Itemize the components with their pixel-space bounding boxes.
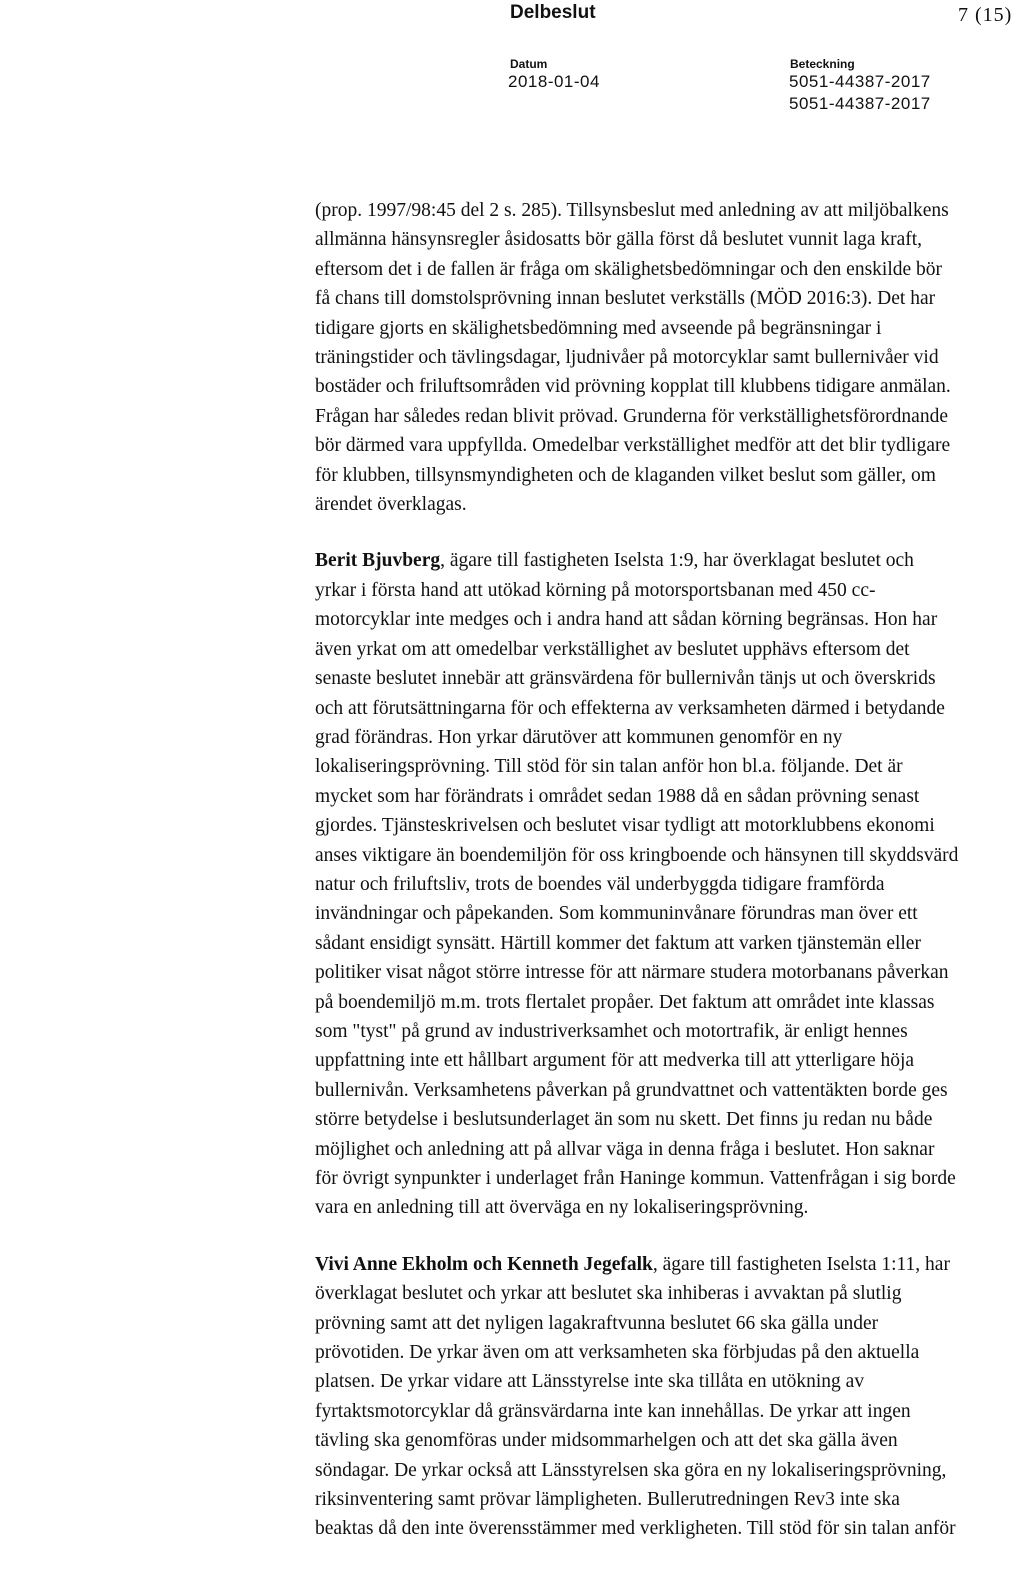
line-text: för klubben, tillsynsmyndigheten och de klaganden vilket beslut som gäller, om [315,464,936,486]
line-text: anses viktigare än boendemiljön för oss kringboende och hänsynen till skyddsvärd [315,844,959,866]
text-line [315,225,923,254]
line-text: fyrtaktsmotorcyklar då gränsvärdarna inte kan innehållas. De yrkar att ingen [315,1400,911,1422]
text-line [315,1309,879,1338]
text-line [315,1017,908,1046]
line-text: prövotiden. De yrkar även om att verksamheten ska förbjudas på den aktuella [315,1342,920,1364]
text-line [315,1485,900,1514]
line-text: och att förutsättningarna för och effekterna av verksamheten därmed i betydande [315,697,945,719]
line-text: motorcyklar inte medges och i andra hand att sådan körning begränsas. Hon har [315,609,938,631]
line-text: tävling ska genomföras under midsommarhelgen och att det ska gälla även [315,1430,898,1452]
text-line [315,576,875,605]
paragraph [315,546,959,1222]
text-line [315,929,921,958]
text-line [315,752,903,781]
reference-label: Beteckning [790,57,855,71]
line-text: platsen. De yrkar vidare att Länsstyrelse inte ska tillåta en utökning av [315,1371,865,1393]
text-line [315,431,951,460]
text-line [315,723,875,752]
text-line [315,1135,935,1164]
text-line [315,1397,911,1426]
text-line [315,196,949,225]
text-line [315,811,935,840]
line-text: Frågan har således redan blivit prövad. Grunderna för verkställighetsförordnande [315,405,948,427]
line-text: allmänna hänsynsregler åsidosatts bör gälla först då beslutet vunnit laga kraft, [315,229,923,251]
line-text: bör därmed vara uppfyllda. Omedelbar verkställighet medför att det blir tydligare [315,435,951,457]
date-label: Datum [510,57,548,71]
document-type: Delbeslut [510,2,596,23]
line-text: bostäder och friluftsområden vid prövning kopplat till klubbens tidigare anmälan. [315,376,951,398]
text-line [315,1338,920,1367]
document-body [315,196,959,1571]
line-text: , ägare till fastigheten Iselsta 1:11, har [652,1253,950,1275]
line-text: vara en anledning till att överväga en ny lokaliseringsprövning. [315,1197,809,1219]
text-line [315,694,945,723]
line-text: överklagat beslutet och yrkar att beslutet ska inhiberas i avvaktan på slutlig [315,1283,902,1305]
text-line [315,841,959,870]
text-line [315,635,910,664]
line-text: beaktas då den inte överensstämmer med verkligheten. Till stöd för sin talan anför [315,1518,956,1540]
text-line [315,1076,948,1105]
line-text: uppfattning inte ett hållbart argument för att medverka till att ytterligare höja [315,1050,915,1072]
text-line [315,958,949,987]
date-value: 2018-01-04 [508,72,600,91]
text-line [315,1279,902,1308]
line-text: på boendemiljö m.m. trots flertalet propåer. Det faktum att området inte klassas [315,991,935,1013]
text-line [315,870,885,899]
line-text: söndagar. De yrkar också att Länsstyrelsen ska göra en ny lokaliseringsprövning, [315,1459,947,1481]
text-line [315,1164,956,1193]
page-number: 7 (15) [958,4,1013,26]
line-text: gjordes. Tjänsteskrivelsen och beslutet visar tydligt att motorklubbens ekonomi [315,815,935,837]
text-line [315,1046,915,1075]
text-line [315,402,948,431]
line-text: politiker visat något större intresse för att närmare studera motorbanans påverkan [315,962,949,984]
text-line [315,372,951,401]
text-line [315,605,938,634]
text-line [315,461,936,490]
line-text: (prop. 1997/98:45 del 2 s. 285). Tillsynsbeslut med anledning av att miljöbalkens [315,200,949,221]
line-text: även yrkat om att omedelbar verkställighet av beslutet upphävs eftersom det [315,638,910,660]
text-line [315,314,882,343]
line-text: mycket som har förändrats i området sedan 1988 då en sådan prövning senast [315,785,920,807]
line-text: natur och friluftsliv, trots de boendes väl underbyggda tidigare framförda [315,873,885,895]
line-text: få chans till domstolsprövning innan beslutet verkställs (MÖD 2016:3). Det har [315,288,936,310]
line-text: sådant ensidigt synsätt. Härtill kommer det faktum att varken tjänstemän eller [315,932,921,954]
text-line [315,1193,875,1222]
line-text: lokaliseringsprövning. Till stöd för sin talan anför hon bl.a. följande. Det är [315,756,903,778]
line-text: för övrigt synpunkter i underlaget från Haninge kommun. Vattenfrågan i sig borde [315,1168,956,1189]
line-text: bullernivån. Verksamhetens påverkan på grundvattnet och vattentäkten borde ges [315,1079,948,1101]
text-line [315,1367,875,1396]
line-text: yrkar i första hand att utökad körning på motorsportsbanan med 450 cc- [315,579,876,601]
line-text: invändningar och påpekanden. Som kommuninvånare förundras man över ett [315,903,918,925]
line-text: grad förändras. Hon yrkar därutöver att kommunen genomför en ny [315,726,843,748]
paragraph [315,1250,956,1544]
line-text: senaste beslutet innebär att gränsvärdena för bullernivån tänjs ut och överskrids [315,668,936,690]
line-text: som "tyst" på grund av industriverksamhet och motortrafik, är enligt hennes [315,1020,908,1042]
text-line [315,1250,950,1279]
text-line [315,546,914,575]
line-text: , ägare till fastigheten Iselsta 1:9, har överklagat beslutet och [440,550,914,572]
line-text: träningstider och tävlingsdagar, ljudnivåer på motorcyklar samt bullernivåer vid [315,347,939,369]
text-line [315,899,918,928]
line-text: större betydelse i beslutsunderlaget än som nu skett. Det finns ju redan nu både [315,1109,933,1131]
text-line [315,1105,933,1134]
line-text: prövning samt att det nyligen lagakraftvunna beslutet 66 ska gälla under [315,1312,879,1334]
text-line [315,490,875,519]
appellant-name: Vivi Anne Ekholm och Kenneth Jegefalk [315,1253,653,1275]
text-line [315,988,935,1017]
line-text: riksinventering samt prövar lämpligheten. Bullerutredningen Rev3 inte ska [315,1489,900,1511]
text-line [315,255,943,284]
line-text: eftersom det i de fallen är fråga om skälighetsbedömningar och den enskilde bör [315,258,943,280]
text-line [315,1456,947,1485]
line-text: ärendet överklagas. [315,494,467,516]
paragraph [315,196,951,519]
reference-number-duplicate: 5051-44387-2017 [789,94,931,113]
text-line [315,1426,898,1455]
text-line [315,343,939,372]
appellant-name: Berit Bjuvberg [315,550,441,572]
text-line [315,1514,956,1543]
text-line [315,664,936,693]
text-line [315,782,920,811]
line-text: möjlighet och anledning att på allvar väga in denna fråga i beslutet. Hon saknar [315,1138,935,1160]
line-text: tidigare gjorts en skälighetsbedömning med avseende på begränsningar i [315,317,882,339]
text-line [315,284,936,313]
reference-number: 5051-44387-2017 [789,72,931,91]
